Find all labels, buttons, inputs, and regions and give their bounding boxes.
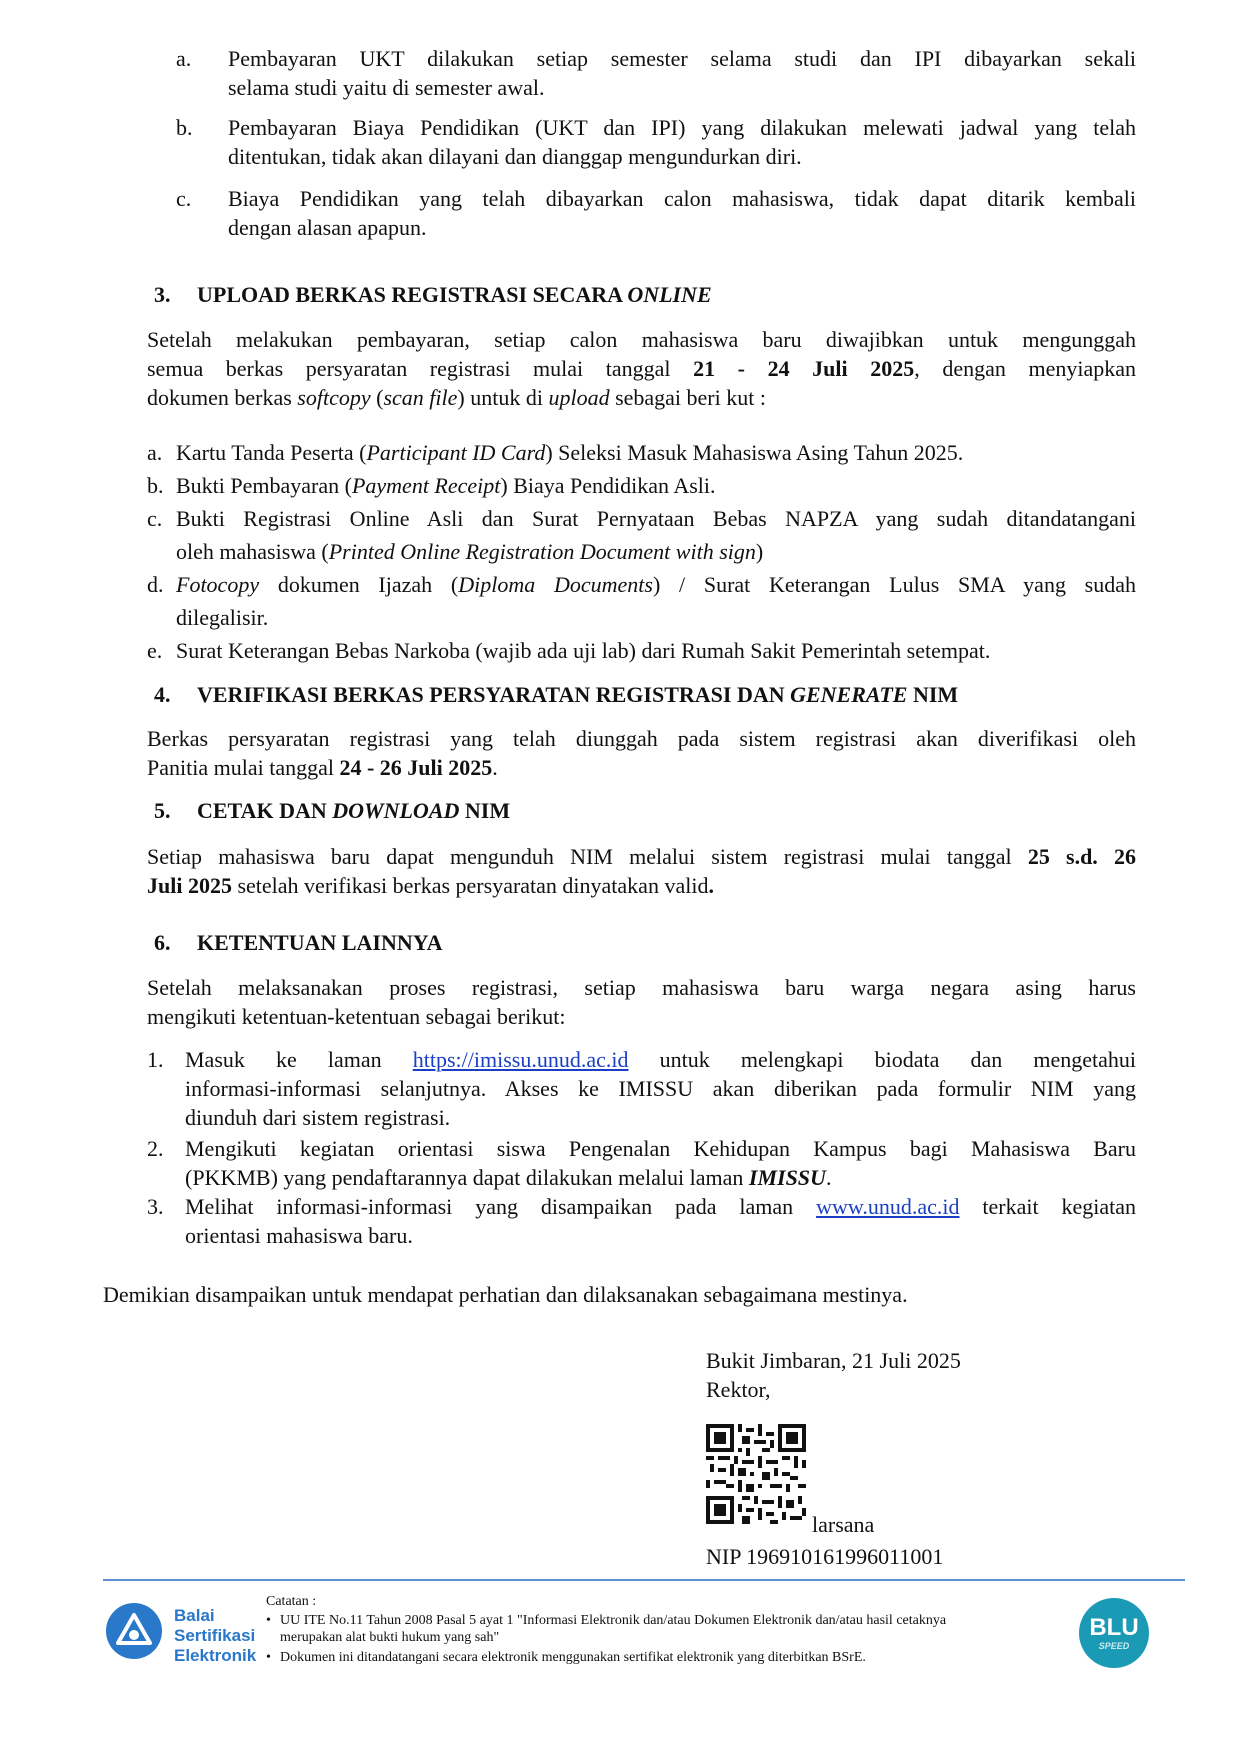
date-range: Juli 2025 (147, 873, 232, 898)
item-marker: 1. (147, 1047, 164, 1072)
paragraph-line (147, 354, 1136, 383)
date-range: 25 s.d. 26 (1027, 844, 1137, 869)
heading-italic: ONLINE (627, 282, 712, 307)
text: ) Biaya Pendidikan Asli. (500, 473, 716, 498)
item-marker: 3. (147, 1194, 164, 1219)
paragraph-line (147, 842, 1136, 871)
text: terkait kegiatan (959, 1194, 1136, 1219)
text: dokumen berkas (147, 385, 298, 410)
item-marker: a. (176, 46, 192, 71)
section-number: 3. (154, 282, 171, 307)
list-item (147, 438, 1136, 471)
text: orientasi mahasiswa baru. (185, 1223, 413, 1248)
text: Bukti Pembayaran ( (176, 473, 352, 498)
note-text: Dokumen ini ditandatangani secara elektronik menggunakan sertifikat elektronik yang diterbitkan BSrE. (280, 1650, 866, 1665)
bse-line: Balai (174, 1606, 215, 1625)
item-marker: b. (147, 473, 164, 498)
section-3-list (147, 438, 1136, 669)
bse-line: Sertifikasi (174, 1626, 256, 1645)
text: dilegalisir. (176, 605, 269, 630)
date-range: 21 - 24 Juli 2025 (693, 356, 915, 381)
text: upload (548, 385, 610, 410)
list-item (147, 636, 1136, 669)
text: Bukti Registrasi Online Asli dan Surat Pernyataan Bebas NAPZA yang sudah ditandatangani (176, 506, 1136, 531)
bse-logo-icon (104, 1601, 164, 1661)
heading-italic: GENERATE (790, 682, 908, 707)
section-number: 4. (154, 682, 171, 707)
text: . (708, 873, 714, 898)
list-item (147, 570, 1136, 636)
heading-text: VERIFIKASI BERKAS PERSYARATAN REGISTRASI DAN (197, 682, 791, 707)
item-marker: c. (176, 186, 192, 211)
text: softcopy (297, 385, 371, 410)
text: scan file (383, 385, 458, 410)
text: Panitia mulai tanggal (147, 755, 340, 780)
text: . (825, 1165, 832, 1190)
text: Fotocopy (176, 572, 260, 597)
text: Diploma Documents (458, 572, 653, 597)
text: oleh mahasiswa ( (176, 539, 329, 564)
text: IMISSU (748, 1165, 826, 1190)
paragraph-line: Setelah melaksanakan proses registrasi, setiap mahasiswa baru warga negara asing harus (147, 975, 1136, 1000)
text: semua berkas persyaratan registrasi mulai tanggal (147, 356, 694, 381)
bullet-icon: • (266, 1650, 271, 1665)
signatory-nip: NIP 196910161996011001 (706, 1544, 944, 1569)
list-item (147, 504, 1136, 570)
heading-text: CETAK DAN (197, 798, 333, 823)
bullet-icon: • (266, 1613, 271, 1628)
text: setelah verifikasi berkas persyaratan dinyatakan valid (231, 873, 709, 898)
date-range: 24 - 26 Juli 2025 (339, 755, 493, 780)
note-bullet-2 (266, 1649, 866, 1666)
list-item (147, 1192, 1136, 1250)
heading-text: KETENTUAN LAINNYA (197, 930, 443, 955)
list-item (147, 471, 1136, 504)
text: Mengikuti kegiatan orientasi siswa Pengenalan Kehidupan Kampus bagi Mahasiswa Baru (185, 1136, 1136, 1161)
paragraph-line: mengikuti ketentuan-ketentuan sebagai berikut: (147, 1004, 566, 1029)
text: untuk melengkapi biodata dan mengetahui (628, 1047, 1136, 1072)
text: Payment Receipt (351, 473, 501, 498)
item-marker: c. (147, 506, 163, 531)
blu-subtext: SPEED (1098, 1641, 1130, 1651)
section-number: 5. (154, 798, 171, 823)
list-item (147, 1045, 1136, 1134)
paragraph-line (147, 383, 1136, 412)
imissu-link[interactable]: https://imissu.unud.ac.id (412, 1047, 629, 1072)
text: ( (370, 385, 384, 410)
section-4-paragraph (147, 724, 1136, 782)
heading-italic: DOWNLOAD (332, 798, 460, 823)
bse-logo-text (174, 1606, 256, 1666)
text: Printed Online Registration Document with sign (328, 539, 756, 564)
text: diunduh dari sistem registrasi. (185, 1105, 451, 1130)
text: , dengan menyiapkan (914, 356, 1136, 381)
text: informasi-informasi selanjutnya. Akses ke IMISSU akan diberikan pada formulir NIM yang (185, 1076, 1136, 1101)
signatory-name: larsana (812, 1512, 875, 1537)
note-title: Catatan : (266, 1594, 317, 1609)
text: Melihat informasi-informasi yang disampaikan pada laman (185, 1194, 817, 1219)
text: ) / Surat Keterangan Lulus SMA yang sudah (652, 572, 1137, 597)
item-line: selama studi yaitu di semester awal. (228, 75, 545, 100)
text: Participant ID Card (366, 440, 546, 465)
item-line: ditentukan, tidak akan dilayani dan dianggap mengundurkan diri. (228, 144, 802, 169)
intro-item-b (176, 113, 1136, 171)
item-line: Pembayaran UKT dilakukan setiap semester selama studi dan IPI dibayarkan sekali (228, 46, 1136, 71)
qr-code-icon (706, 1424, 806, 1524)
footer-divider (103, 1579, 1185, 1581)
heading-text: UPLOAD BERKAS REGISTRASI SECARA (197, 282, 628, 307)
item-line: Biaya Pendidikan yang telah dibayarkan calon mahasiswa, tidak dapat ditarik kembali (228, 186, 1136, 211)
list-item (147, 1134, 1136, 1192)
text: ) (755, 539, 764, 564)
signatory-title: Rektor, (706, 1377, 771, 1402)
blu-speed-logo-icon (1078, 1597, 1150, 1669)
text: (PKKMB) yang pendaftarannya dapat dilakukan melalui laman (185, 1165, 749, 1190)
text: ) untuk di (457, 385, 549, 410)
section-6-list (147, 1045, 1136, 1250)
text: ) Seleksi Masuk Mahasiswa Asing Tahun 2025. (545, 440, 964, 465)
note-text: merupakan alat bukti hukum yang sah" (280, 1630, 500, 1645)
heading-text: NIM (459, 798, 511, 823)
item-line: Pembayaran Biaya Pendidikan (UKT dan IPI) yang dilakukan melewati jadwal yang telah (228, 115, 1136, 140)
place-date: Bukit Jimbaran, 21 Juli 2025 (706, 1348, 961, 1373)
paragraph-line: Setelah melakukan pembayaran, setiap calon mahasiswa baru diwajibkan untuk mengunggah (147, 327, 1136, 352)
text: Kartu Tanda Peserta ( (176, 440, 367, 465)
note-bullet-1 (266, 1612, 946, 1646)
heading-text: NIM (907, 682, 959, 707)
intro-item-a (176, 44, 1136, 102)
blu-text: BLU (1089, 1614, 1139, 1641)
item-marker: 2. (147, 1136, 164, 1161)
text: sebagai beri kut : (609, 385, 766, 410)
section-3-paragraph (147, 325, 1136, 412)
intro-item-c (176, 184, 1136, 242)
section-5-paragraph (147, 842, 1136, 900)
paragraph-line (147, 871, 1136, 900)
item-marker: a. (147, 440, 163, 465)
bse-line: Elektronik (174, 1646, 257, 1665)
paragraph-line: Berkas persyaratan registrasi yang telah diunggah pada sistem registrasi akan diverifikasi oleh (147, 726, 1136, 751)
closing-statement: Demikian disampaikan untuk mendapat perhatian dan dilaksanakan sebagaimana mestinya. (103, 1282, 908, 1307)
item-line: dengan alasan apapun. (228, 215, 427, 240)
text: Surat Keterangan Bebas Narkoba (wajib ada uji lab) dari Rumah Sakit Pemerintah setempat. (176, 638, 991, 663)
section-number: 6. (154, 930, 171, 955)
text: Masuk ke laman (185, 1047, 413, 1072)
text: . (492, 755, 498, 780)
unud-link[interactable]: www.unud.ac.id (816, 1194, 960, 1219)
item-marker: d. (147, 572, 164, 597)
section-6-paragraph (147, 973, 1136, 1031)
note-text: UU ITE No.11 Tahun 2008 Pasal 5 ayat 1 "Informasi Elektronik dan/atau Dokumen Elektronik dan/atau hasil cetaknya (280, 1613, 947, 1628)
text: dokumen Ijazah ( (259, 572, 459, 597)
item-marker: b. (176, 115, 193, 140)
text: Setiap mahasiswa baru dapat mengunduh NIM melalui sistem registrasi mulai tanggal (147, 844, 1028, 869)
item-marker: e. (147, 638, 163, 663)
paragraph-line (147, 753, 1136, 782)
